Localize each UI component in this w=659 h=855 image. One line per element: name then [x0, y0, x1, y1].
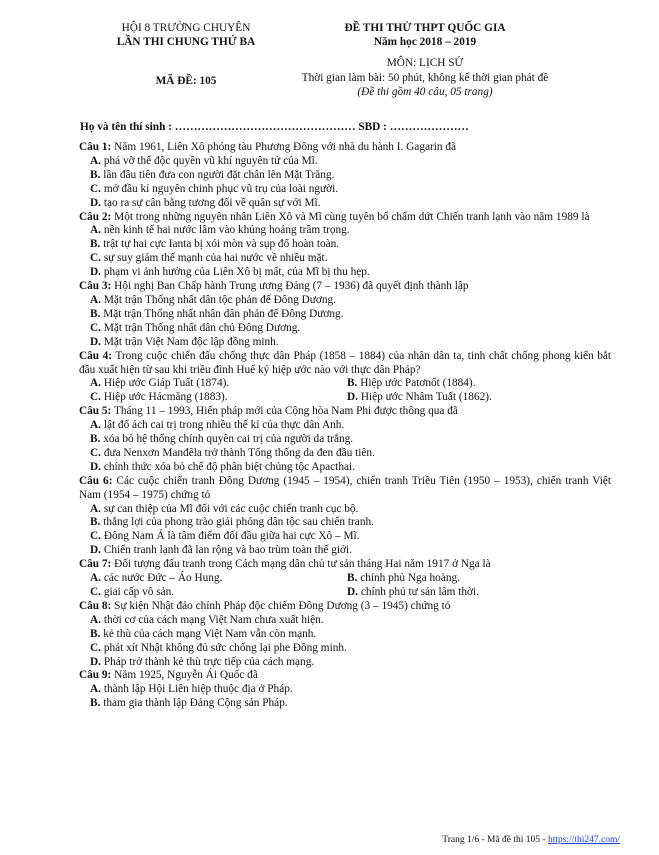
option-letter: D.: [90, 655, 101, 668]
question-7: [79, 558, 611, 600]
question-stem: [79, 405, 611, 419]
answer-option[interactable]: [79, 336, 611, 350]
option-letter: D.: [347, 586, 358, 598]
answer-option[interactable]: [79, 642, 611, 656]
option-text: xóa bỏ hệ thống chính quyền cai trị của người da trắng.: [103, 433, 354, 446]
option-letter: D.: [90, 266, 101, 279]
option-text: thời cơ của cách mạng Việt Nam chưa xuất hiện.: [103, 613, 324, 626]
option-letter: A.: [90, 683, 101, 696]
question-5: [79, 405, 611, 475]
option-text: Hiệp ước Patơnốt (1884).: [360, 377, 476, 390]
page-footer: [380, 834, 620, 848]
option-letter: B.: [90, 238, 101, 251]
question-number: Câu 8:: [79, 599, 112, 612]
question-text: Trong cuộc chiến đấu chống thực dân Pháp (1858 – 1884) của nhân dân ta, tinh chất chống phong kiến bắt đầu xuất hiện từ sau khi triều đình Huế ký hiệp ước nào với thực dân Pháp?: [79, 349, 612, 376]
exam-header: [0, 22, 659, 112]
option-letter: A.: [90, 613, 101, 626]
option-letter: C.: [90, 446, 101, 459]
option-letter: D.: [347, 391, 358, 404]
option-letter: A.: [90, 377, 101, 390]
option-letter: D.: [90, 460, 101, 473]
school-line-2: LẦN THI CHUNG THỨ BA: [116, 36, 256, 48]
answer-option[interactable]: [79, 503, 611, 517]
option-letter: C.: [90, 641, 101, 654]
option-letter: D.: [90, 335, 101, 348]
pages-note: (Đề thi gồm 40 câu, 05 trang): [357, 86, 493, 98]
option-letter: C.: [90, 182, 101, 195]
answer-option[interactable]: [90, 391, 347, 405]
option-text: Mặt trận Thống nhất dân tộc phản đế Đông Dương.: [103, 293, 336, 306]
option-text: Hiệp ước Hácmăng (1883).: [103, 391, 228, 404]
question-number: Câu 1:: [79, 141, 112, 153]
option-row: [79, 586, 611, 600]
answer-option[interactable]: [79, 461, 611, 475]
option-letter: B.: [90, 697, 101, 710]
option-text: trật tự hai cực Ianta bị xói mòn và sụp đổ hoàn toàn.: [103, 238, 340, 251]
option-text: lần đầu tiên đưa con người đặt chân lên Mặt Trăng.: [103, 168, 335, 181]
question-1: [79, 141, 611, 211]
question-text: Tháng 11 – 1993, Hiến pháp mới của Cộng hòa Nam Phi được thông qua đã: [113, 405, 458, 418]
question-text: Năm 1961, Liên Xô phóng tàu Phương Đông với nhà du hành I. Gagarin đã: [114, 141, 457, 153]
answer-option[interactable]: [79, 683, 611, 697]
answer-option[interactable]: [79, 183, 611, 197]
question-stem: [79, 141, 611, 155]
option-text: sự can thiệp của Mĩ đối với các cuộc chiến tranh cục bộ.: [103, 502, 359, 515]
option-text: phá vỡ thế độc quyền vũ khí nguyên tử của Mĩ.: [103, 154, 318, 167]
question-number: Câu 3:: [79, 280, 112, 293]
option-text: lật đổ ách cai trị trong nhiều thế kỉ của thực dân Anh.: [103, 419, 345, 432]
question-stem: [79, 558, 611, 572]
option-row: [79, 572, 611, 586]
answer-option[interactable]: [79, 197, 611, 211]
option-letter: B.: [90, 516, 101, 529]
question-3: [79, 280, 611, 350]
answer-option[interactable]: [79, 308, 611, 322]
option-text: sự suy giảm thế mạnh của hai nước về nhiều mặt.: [103, 252, 328, 265]
option-text: giai cấp vô sản.: [103, 586, 175, 598]
option-text: các nước Đức – Áo Hung.: [103, 572, 223, 585]
footer-text: Trang 1/6 - Mã đề thi 105 -: [442, 835, 548, 845]
answer-option[interactable]: [79, 155, 611, 169]
question-text: Năm 1925, Nguyễn Ái Quốc đã: [114, 669, 258, 682]
question-4: [79, 350, 611, 406]
option-letter: A.: [90, 572, 101, 585]
option-text: kẻ thù của cách mạng Việt Nam vẫn còn mạnh.: [103, 627, 317, 640]
option-text: mở đầu kỉ nguyên chinh phục vũ trụ của loài người.: [103, 182, 339, 195]
answer-option[interactable]: [90, 377, 347, 391]
question-stem: [79, 669, 611, 683]
option-letter: D.: [90, 544, 101, 557]
option-letter: B.: [90, 307, 101, 320]
answer-option[interactable]: [79, 322, 611, 336]
option-text: phát xít Nhật không đủ sức chống lại phe Đồng minh.: [103, 641, 347, 654]
option-letter: A.: [90, 502, 101, 515]
option-text: phạm vi ảnh hưởng của Liên Xô bị mất, của Mĩ bị thu hẹp.: [103, 266, 370, 279]
option-text: thành lập Hội Liên hiệp thuộc địa ở Pháp.: [103, 683, 293, 696]
answer-option[interactable]: [79, 614, 611, 628]
option-text: tham gia thành lập Đảng Cộng sản Pháp.: [103, 697, 288, 710]
question-stem: [79, 350, 611, 378]
answer-option[interactable]: [79, 238, 611, 252]
question-list: [79, 141, 611, 711]
answer-option[interactable]: [79, 433, 611, 447]
option-letter: C.: [90, 586, 101, 598]
question-number: Câu 6:: [79, 474, 113, 487]
question-text: Hội nghị Ban Chấp hành Trung ương Đảng (7 – 1936) đã quyết định thành lập: [114, 280, 469, 293]
option-text: thắng lợi của phong trào giải phóng dân tộc sau chiến tranh.: [103, 516, 374, 529]
option-text: Mặt trận Việt Nam độc lập đồng minh.: [103, 335, 279, 348]
option-text: đưa Nenxơn Manđêla trở thành Tổng thống da đen đầu tiên.: [103, 446, 375, 459]
option-letter: B.: [347, 572, 358, 585]
answer-option[interactable]: [90, 586, 347, 600]
question-9: [79, 669, 611, 711]
time-note: Thời gian làm bài: 50 phút, không kể thời gian phát đề: [301, 72, 549, 84]
option-text: chính phủ tư sản lâm thời.: [360, 586, 479, 598]
answer-option[interactable]: [79, 697, 611, 711]
option-text: chính thức xóa bỏ chế độ phân biệt chủng tộc Apacthai.: [103, 460, 355, 473]
answer-option[interactable]: [79, 530, 611, 544]
answer-option[interactable]: [79, 252, 611, 266]
option-letter: A.: [90, 419, 101, 432]
candidate-line: Họ và tên thí sinh : ………………………………………… SBD : …………………: [80, 121, 469, 133]
option-row: [79, 377, 611, 391]
footer-link[interactable]: https://thi247.com/: [547, 835, 620, 845]
option-text: chính phủ Nga hoàng.: [360, 572, 460, 585]
question-text: Một trong những nguyên nhân Liên Xô và Mĩ cùng tuyên bố chấm dứt Chiến tranh lạnh vào năm 1989 là: [114, 210, 590, 223]
question-stem: [79, 211, 611, 225]
option-letter: C.: [90, 530, 101, 543]
question-8: [79, 600, 611, 670]
question-text: Các cuộc chiến tranh Đông Dương (1945 – 1954), chiến tranh Triều Tiên (1950 – 1953), chiến tranh Việt Nam (1954 – 1975) chứng tỏ: [79, 474, 611, 501]
answer-option[interactable]: [79, 419, 611, 433]
option-letter: B.: [90, 433, 101, 446]
question-text: Sự kiện Nhật đảo chính Pháp độc chiếm Đông Dương (3 – 1945) chứng tỏ: [114, 599, 451, 612]
school-line-1: HỘI 8 TRƯỜNG CHUYÊN: [121, 22, 251, 34]
answer-option[interactable]: [347, 377, 604, 391]
answer-option[interactable]: [79, 294, 611, 308]
option-row: [79, 391, 611, 405]
answer-option[interactable]: [79, 447, 611, 461]
answer-option[interactable]: [79, 266, 611, 280]
answer-option[interactable]: [79, 656, 611, 670]
answer-option[interactable]: [347, 586, 604, 600]
answer-option[interactable]: [79, 544, 611, 558]
answer-option[interactable]: [79, 224, 611, 238]
option-letter: B.: [347, 377, 358, 390]
option-letter: D.: [90, 196, 101, 209]
answer-option[interactable]: [79, 628, 611, 642]
answer-option[interactable]: [347, 391, 604, 405]
school-year: Năm học 2018 – 2019: [373, 36, 477, 48]
option-text: Mặt trận Thống nhất nhân dân phản đế Đông Dương.: [103, 307, 344, 320]
option-text: Đông Nam Á là tâm điểm đối đầu giữa hai cực Xô – Mĩ.: [103, 530, 360, 543]
option-text: Hiệp ước Giáp Tuất (1874).: [103, 377, 230, 390]
question-stem: [79, 600, 611, 614]
question-text: Đối tượng đấu tranh trong Cách mạng dân chủ tư sản tháng Hai năm 1917 ở Nga là: [114, 558, 491, 571]
subject: MÔN: LỊCH SỬ: [386, 57, 464, 69]
answer-option[interactable]: [347, 572, 604, 586]
question-number: Câu 4:: [79, 349, 113, 362]
question-number: Câu 9:: [79, 669, 112, 682]
option-text: Pháp trở thành kẻ thù trực tiếp của cách mạng.: [103, 655, 315, 668]
option-letter: C.: [90, 252, 101, 265]
option-letter: A.: [90, 154, 101, 167]
option-text: Mặt trận Thống nhất dân chủ Đông Dương.: [103, 321, 301, 334]
option-letter: B.: [90, 627, 101, 640]
question-2: [79, 211, 611, 281]
question-number: Câu 7:: [79, 558, 112, 571]
exam-code: MÃ ĐỀ: 105: [155, 75, 217, 87]
answer-option[interactable]: [90, 572, 347, 586]
option-text: Chiến tranh lạnh đã lan rộng và bao trùm toàn thế giới.: [103, 544, 352, 557]
question-stem: [79, 280, 611, 294]
option-letter: B.: [90, 168, 101, 181]
answer-option[interactable]: [79, 169, 611, 183]
option-text: Hiệp ước Nhâm Tuất (1862).: [360, 391, 492, 404]
option-letter: A.: [90, 293, 101, 306]
option-text: nền kinh tế hai nước lâm vào khủng hoảng trầm trọng.: [103, 224, 350, 237]
option-letter: C.: [90, 391, 101, 404]
question-6: [79, 475, 611, 558]
option-letter: A.: [90, 224, 101, 237]
question-stem: [79, 475, 611, 503]
exam-title: ĐỀ THI THỬ THPT QUỐC GIA: [344, 22, 506, 34]
option-letter: C.: [90, 321, 101, 334]
question-number: Câu 5:: [79, 405, 112, 418]
question-number: Câu 2:: [79, 210, 112, 223]
option-text: tạo ra sự cân bằng tương đối về quân sự với Mĩ.: [103, 196, 321, 209]
answer-option[interactable]: [79, 516, 611, 530]
